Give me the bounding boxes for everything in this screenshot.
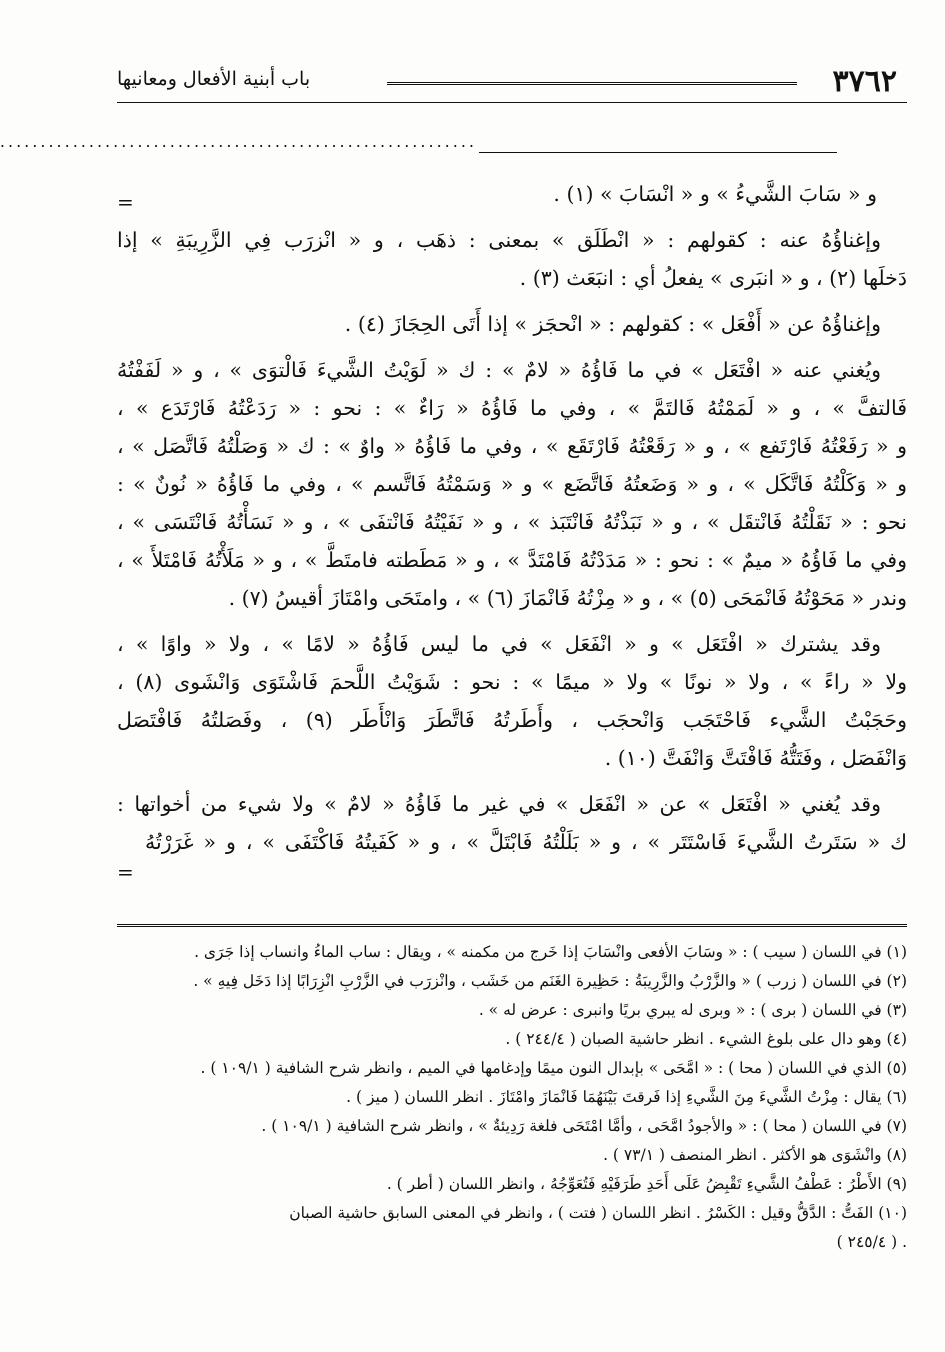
text-line: دَخلَها (٢) ، و « انبَرى » يفعلُ أي : انبَعَث (٣) . <box>519 266 907 290</box>
footnotes <box>117 938 907 1257</box>
footnote: (٧) في اللسان ( محا ) : « والأجودُ امَّحَى ، وأمَّا امْتَحَى فلغة رَدِيئةٌ » ، وانظر شرح الشافية ( ١٠٩/١ ) . <box>261 1117 907 1135</box>
header-rule <box>387 82 797 88</box>
footnote: (٩) الأَطْرُ : عَطْفُ الشَّيءِ تَقْبِضُ عَلَى أَحَدِ طَرَفَيْهِ فَتُعَوِّجُهُ ، وانظر اللسان ( أطر ) . <box>386 1175 907 1193</box>
header-divider <box>117 102 907 103</box>
main-text <box>117 175 907 861</box>
page-header <box>117 60 907 100</box>
footnote: (٤) وهو دال على بلوغ الشيء . انظر حاشية الصبان ( ٢٤٤/٤ ) . <box>505 1030 907 1048</box>
text-line: ولا « راءً » ، ولا « نونًا » ولا « ميمًا » : نحو : شَوَيْتُ اللَّحمَ فَاشْتَوَى وَانْشَوى (٨) ، <box>117 670 907 694</box>
page-number: ٣٧٦٢ <box>832 64 897 99</box>
footnote: (٣) في اللسان ( برى ) : « وبرى له يبري بريًا وانبرى : عرض له » . <box>478 1001 907 1019</box>
text-line: وقد يشترك « افْتَعَل » و « انْفَعَل » في ما ليس فَاؤُهُ « لامًا » ، ولا « واوًا » ، <box>117 632 881 656</box>
footnote: (٨) وانْشَوَى هو الأكثر . انظر المنصف ( ٧٣/١ ) . <box>603 1146 907 1164</box>
text-line: وحَجَبْتُ الشَّيء فَاحْتَجَب وَانْحجَب ، وأَطَرتُهُ فَاتَّطَرَ وَانْأَطَر (٩) ، وفَصَلتُهُ فَافْتَصَل <box>117 708 907 732</box>
footnote: . ( ٢٤٥/٤ ) <box>836 1233 907 1251</box>
text-line: وَانْفَصَل ، وفَتَتُّهُ فَافْتَتَّ وَانْفَتَّ (١٠) . <box>604 746 907 770</box>
text-line: وإغناؤُهُ عن « أَفْعَل » : كقولهم : « انْحجَز » إذا أَتَى الحِجَازَ (٤) . <box>344 312 881 336</box>
footnote: (١) في اللسان ( سيب ) : « وسَابَ الأفعى وانْسَابَ إذا خَرج من مكمنه » ، ويقال : ساب الماءُ وانساب إذا جَرَى . <box>194 943 907 961</box>
text-line: ويُغني عنه « افْتَعَل » في ما فَاؤُهُ « لامٌ » : ك « لَوَيْتُ الشَّيءَ فَالْتوَى » ، و « لَفَفْتُهُ <box>117 358 881 382</box>
text-line: فَالتفَّ » ، و « لَمَمْتُهُ فَالتَمَّ » ، وفي ما فَاؤُهُ « رَاءٌ » : نحو : « رَدَعْتُهُ فَارْتَدَع » ، <box>117 396 907 420</box>
text-line: وندر « مَحَوْتُهُ فَانْمَحَى (٥) » ، و « مِزْتُهُ فَانْمَازَ (٦) » ، وامتَحَى وامْتَازَ أقيسُ (٧) . <box>228 586 907 610</box>
text-line: وإغناؤُهُ عنه : كقولهم : « انْطَلَق » بمعنى : ذهَب ، و « انْزرَب فِي الزَّرِيبَةِ » إذا <box>117 228 881 252</box>
dot-leader: ........................................................... <box>0 132 477 151</box>
text-line: نحو : « نَقَلْتُهُ فَانْتقَل » ، و « نَبَذْتُهُ فَانْتَبَذ » ، و « نَفَيْتُهُ فَانْتفَى » ، و « نَسَأْتُهُ فَانْتَسَى » ، <box>117 510 907 534</box>
footnote-divider <box>117 924 907 930</box>
continuation-mark: = <box>117 190 134 214</box>
text-line: ك « سَتَرتُ الشَّيءَ فَاسْتَتَر » ، و « بَلَلْتُهُ فَابْتَلَّ » ، و « كَفَيتُهُ فَاكْتَفَى » ، و « غَرَرْتُهُ <box>145 830 907 854</box>
continuation-dots <box>0 132 837 152</box>
text-line: و « سَابَ الشَّيءُ » و « انْسَابَ » (١) . <box>553 182 877 206</box>
footnote: (١٠) الفَتُّ : الدَّقُّ وقيل : الكَسْرُ . انظر اللسان ( فتت ) ، وانظر في المعنى السابق حاشية الصبان <box>289 1204 907 1222</box>
text-line: وفي ما فَاؤُهُ « ميمٌ » : نحو : « مَدَدْتُهُ فَامْتَدَّ » ، و « مَطَطته فامتَطَّ » ، و « مَلَأْتُهُ فَامْتَلأَ » ، <box>117 548 907 572</box>
text-line: و « وَكَلْتُهُ فَاتَّكَل » ، و « وَضَعتُهُ فَاتَّضَع » و « وَسَمْتُهُ فَاتَّسم » ، وفي ما فَاؤُهُ « نُونٌ » : <box>117 472 907 496</box>
chapter-title: باب أبنية الأفعال ومعانيها <box>117 68 311 90</box>
dotline-rule <box>479 152 837 153</box>
continuation-mark: = <box>117 860 134 884</box>
footnote: (٥) الذي في اللسان ( محا ) : « امَّحَى » بإبدال النون ميمًا وإدغامها في الميم ، وانظر شرح الشافية ( ١٠٩/١ ) . <box>200 1059 907 1077</box>
text-line: و « رَفَعْتُهُ فَارْتَفع » ، و « رَقَعْتُهُ فَارْتَقَع » ، وفي ما فَاؤُهُ « واوٌ » : ك « وَصَلْتُهُ فَاتَّصَل » ، <box>117 434 907 458</box>
footnote: (٢) في اللسان ( زرب ) « والزَّرْبُ والزَّرِيبَةُ : حَظِيرة الغَنَم من خَشَب ، وانْزرَب في الزَّرْبِ انْزِرَابًا إذا دَخَل فِيهِ » . <box>193 972 907 990</box>
footnote: (٦) يقال : مِزْتُ الشَّيءَ مِنَ الشَّيءِ إذا فَرقتَ بَيْنَهُمَا فَانْمَازَ وامْتَازَ . انظر اللسان ( ميز ) . <box>346 1088 907 1106</box>
text-line: وقد يُغني « افْتَعَل » عن « انْفَعَل » في غير ما فَاؤُهُ « لامٌ » ولا شيء من أخواتها : <box>117 792 882 816</box>
